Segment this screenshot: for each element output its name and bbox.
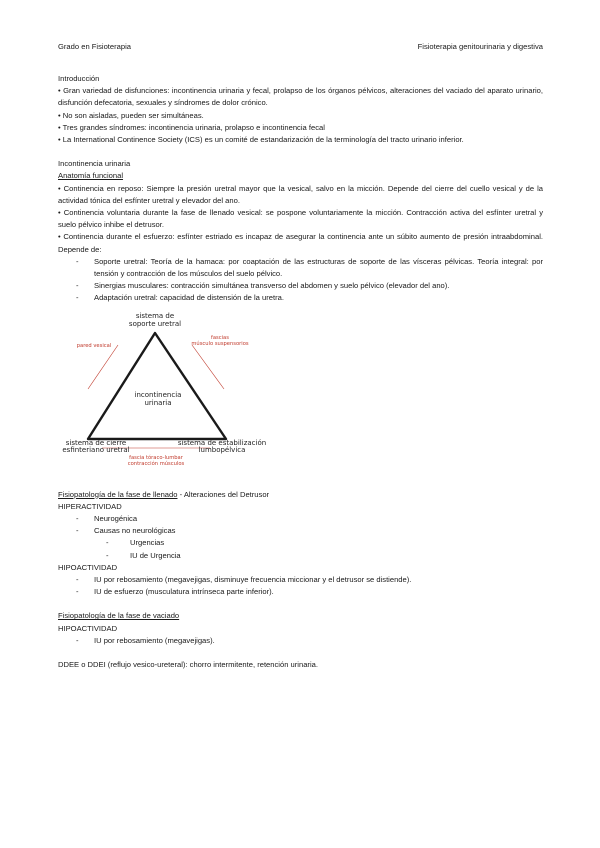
non-neuro-item-text: Urgencias xyxy=(130,538,165,548)
intro-bullet: • No son aisladas, pueden ser simultáneas. xyxy=(58,110,204,120)
incontinence-bullet: • Continencia durante el esfuerzo: esfínter estriado es incapaz de asegurar la continencia ante un súbito aumento de presión intraabdominal. Depende de: xyxy=(58,232,543,254)
bottom-edge-note-2: contracción músculos xyxy=(127,460,185,467)
top-label-2: soporte uretral xyxy=(128,319,182,328)
depends-item xyxy=(58,280,543,292)
depends-item-text: Soporte uretral: Teoría de la hamaca: por coaptación de las estructuras de soporte de las vísceras pélvicas. Teoría integral: por tensión y contracción de los músculos del suelo pélvico. xyxy=(94,256,543,279)
emptying-item-text: IU por rebosamiento (megavejigas). xyxy=(94,635,215,645)
document-body xyxy=(58,73,543,671)
non-neuro-item-text: IU de Urgencia xyxy=(130,550,181,560)
filling-hyper-label: HIPERACTIVIDAD xyxy=(58,501,122,511)
filling-title: Fisiopatología de la fase de llenado xyxy=(58,489,178,499)
hypo-item-text: IU de esfuerzo (musculatura intrínseca parte inferior). xyxy=(94,587,274,597)
dash-marker: - xyxy=(76,587,79,597)
depends-item-text: Sinergias musculares: contracción simultánea transverso del abdomen y suelo pélvico (elevador del ano). xyxy=(94,281,450,291)
dash-marker: - xyxy=(76,256,79,266)
top-label-1: sistema de xyxy=(135,311,175,320)
depends-item xyxy=(58,256,543,280)
right-label-2: lumbopélvica xyxy=(198,445,246,454)
hypo-item-text: IU por rebosamiento (megavejigas, disminuye frecuencia miccionar y el detrusor se distiende). xyxy=(94,575,412,585)
filling-title-suffix: - Alteraciones del Detrusor xyxy=(177,489,270,499)
dash-marker: - xyxy=(76,635,79,645)
emptying-item xyxy=(58,635,543,647)
right-edge-note-1: fascias xyxy=(211,334,229,341)
incontinence-title: Incontinencia urinaria xyxy=(58,159,131,169)
dash-marker: - xyxy=(76,526,79,536)
intro-bullet: • La International Continence Society (ICS) es un comité de estandarización de la terminología del tracto urinario inferior. xyxy=(58,135,464,145)
intro-bullet: • Tres grandes síndromes: incontinencia urinaria, prolapso e incontinencia fecal xyxy=(58,122,325,132)
dash-marker: - xyxy=(76,281,79,291)
sub-dash-marker: - xyxy=(106,550,109,560)
incontinence-bullet: • Continencia en reposo: Siempre la presión uretral mayor que la vesical, salvo en la micción. Depende del cierre del cuello vesical y de la actividad tónica del esfínter uretral y elevador del ano. xyxy=(58,183,543,205)
right-arrow-line xyxy=(192,345,224,389)
anatomy-subtitle: Anatomía funcional xyxy=(58,171,124,181)
center-label-2: urinaria xyxy=(144,398,172,407)
filling-heading xyxy=(58,489,543,501)
sub-dash-marker: - xyxy=(106,538,109,548)
continence-triangle-diagram xyxy=(58,309,543,485)
dash-marker: - xyxy=(76,293,79,303)
hyper-item xyxy=(58,525,543,537)
depends-item-text: Adaptación uretral: capacidad de distensión de la uretra. xyxy=(94,293,284,303)
header-left: Grado en Fisioterapia xyxy=(58,42,132,51)
non-neuro-item xyxy=(58,550,543,562)
emptying-title: Fisiopatología de la fase de vaciado xyxy=(58,611,180,621)
dash-marker: - xyxy=(76,575,79,585)
center-label-1: incontinencia xyxy=(134,390,182,399)
filling-hypo-label: HIPOACTIVIDAD xyxy=(58,562,118,572)
header-right: Fisioterapia genitourinaria y digestiva xyxy=(417,42,543,51)
hyper-item-text: Causas no neurológicas xyxy=(94,526,176,536)
right-edge-note-2: músculo suspensorios xyxy=(191,340,249,347)
hyper-item xyxy=(58,513,543,525)
triangle-svg xyxy=(58,309,543,485)
hypo-item xyxy=(58,574,543,586)
left-edge-note: pared vesical xyxy=(76,342,112,349)
bottom-edge-note-1: fascia tóraco-lumbar xyxy=(129,454,183,461)
non-neuro-item xyxy=(58,537,543,549)
intro-bullet: • Gran variedad de disfunciones: incontinencia urinaria y fecal, prolapso de los órganos pélvicos, alteraciones del vaciado del aparato urinario, disfunción defecatoria, sexuales y síndromes de dolor crónico. xyxy=(58,86,543,108)
hyper-item-text: Neurogénica xyxy=(94,514,138,524)
left-arrow-line xyxy=(88,345,118,389)
dash-marker: - xyxy=(76,514,79,524)
left-label-2: esfinteriano uretral xyxy=(62,445,130,454)
incontinence-bullet: • Continencia voluntaria durante la fase de llenado vesical: se pospone voluntariamente la micción. Contracción activa del esfínter uretral y suelo pélvico inhibe el detrusor. xyxy=(58,208,543,230)
hypo-item xyxy=(58,586,543,598)
left-label-1: sistema de cierre xyxy=(65,438,127,447)
intro-title: Introducción xyxy=(58,74,100,83)
emptying-hypo-label: HIPOACTIVIDAD xyxy=(58,623,118,633)
right-label-1: sistema de estabilización xyxy=(177,438,267,447)
depends-item xyxy=(58,292,543,304)
ddee-line: DDEE o DDEI (reflujo vesico-ureteral): chorro intermitente, retención urinaria. xyxy=(58,660,318,670)
